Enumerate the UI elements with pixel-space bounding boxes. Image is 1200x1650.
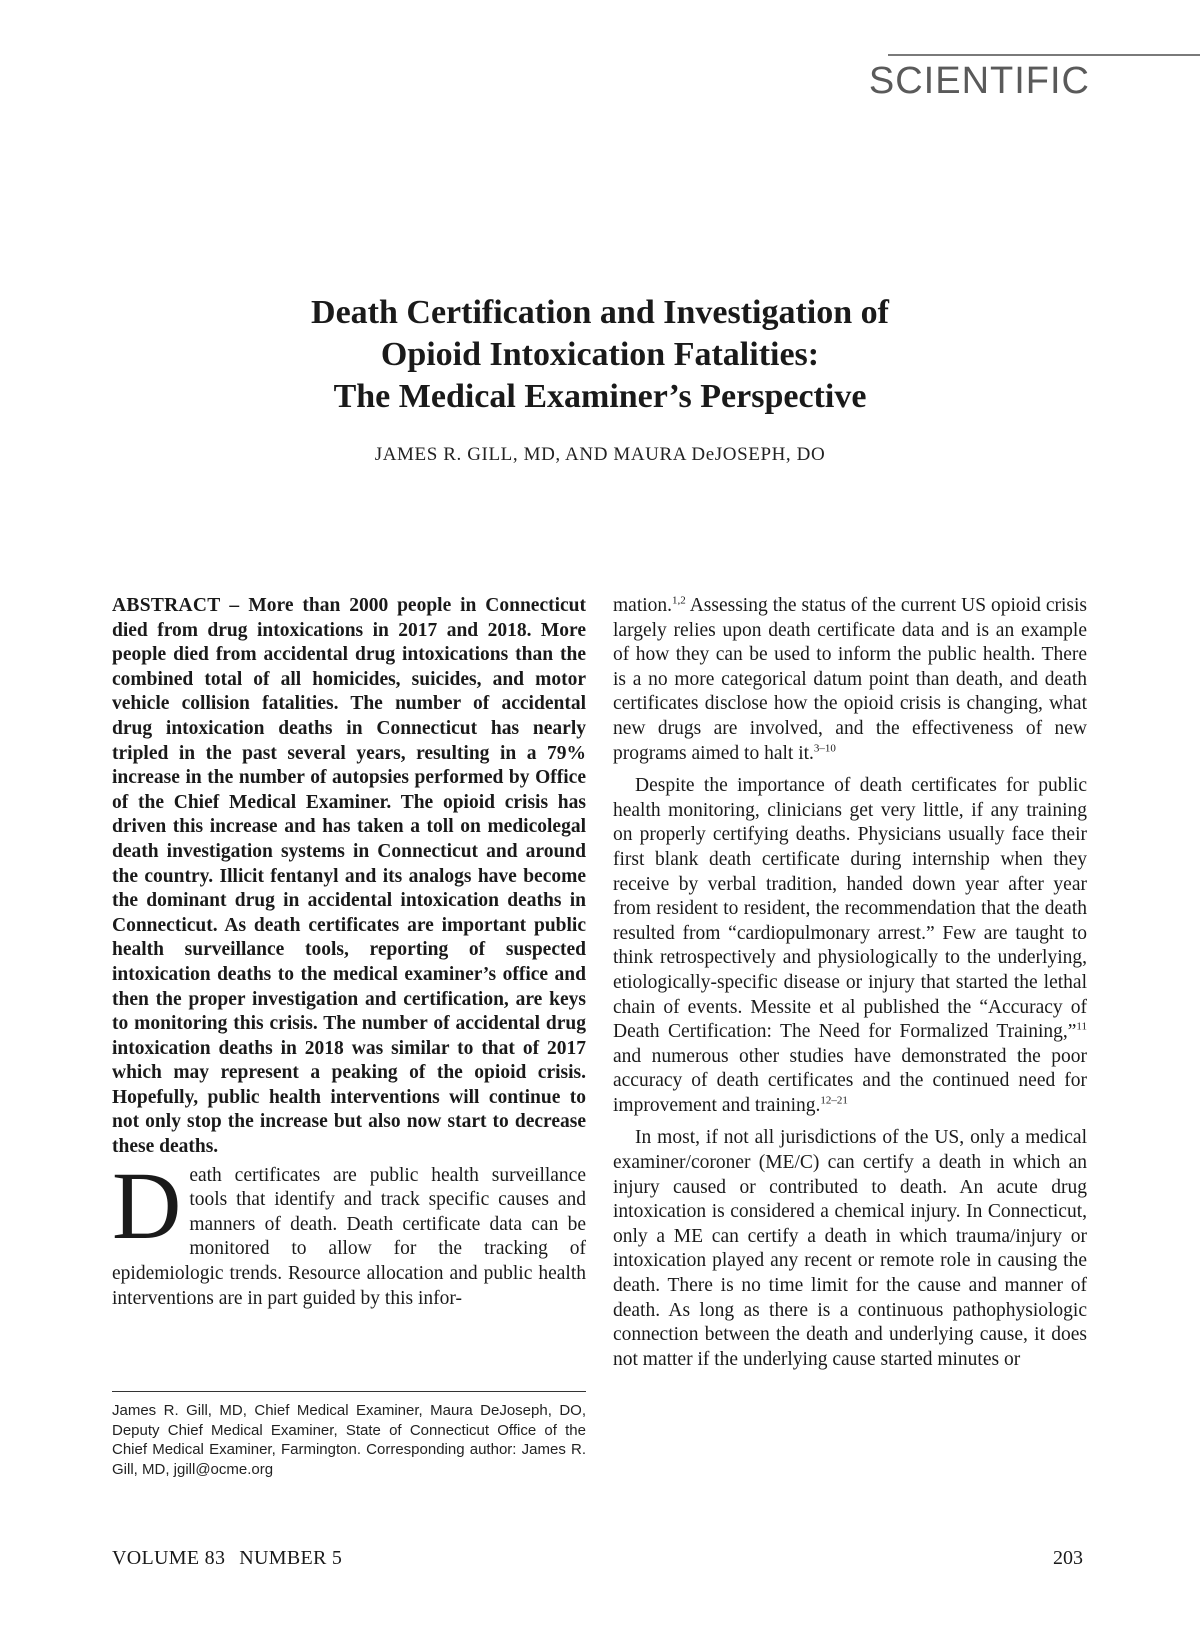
volume-label: VOLUME 83 (112, 1547, 226, 1569)
author-affiliation-footnote: James R. Gill, MD, Chief Medical Examiner, Maura DeJoseph, DO, Deputy Chief Medical Examiner, State of Connecticut Office of the Chief Medical Examiner, Farmington. Corresponding author: James R. Gill, MD, jgill@ocme.org (112, 1402, 586, 1478)
p2-text: Despite the importance of death certificates for public health monitoring, clinicians get very little, if any training on properly certifying deaths. Physicians usually face their first blank death certificate during internship when they receive by verbal tradition, handed down year after year from resident to resident, the recommendation that the death resulted from “cardiopulmonary arrest.” Few are taught to think retrospectively and physiologically to the underlying, etiologically-specific disease or injury that started the lethal chain of events. Messite et al published the “Accuracy of Death Certification: The Need for Formalized Training,” (613, 775, 1087, 1043)
page-number: 203 (1053, 1547, 1083, 1569)
drop-cap: D (112, 1151, 182, 1259)
abstract (112, 594, 586, 1160)
citation-ref: 11 (1076, 1020, 1087, 1033)
body-paragraph-2 (613, 774, 1087, 1118)
abstract-label: ABSTRACT – (112, 595, 240, 616)
body-paragraph-3: In most, if not all jurisdictions of the US, only a medical examiner/coroner (ME/C) can certify a death in which an injury caused or contributed to death. An acute drug intoxication is considered a chemical injury. In Connecticut, only a ME can certify a death in which trauma/injury or intoxication played any recent or remote role in causing the death. There is no time limit for the cause and manner of death. As long as there is a continuous pathophysiologic connection between the death and underlying cause, it does not matter if the underlying cause started minutes or (613, 1127, 1087, 1370)
p2-cont: and numerous other studies have demonstrated the poor accuracy of death certificates and the continued need for improvement and training. (613, 1045, 1087, 1116)
title-line-1: Death Certification and Investigation of (311, 294, 889, 331)
citation-ref: 1,2 (672, 594, 686, 607)
right-column (613, 594, 1087, 1380)
abstract-text: More than 2000 people in Connecticut died from drug intoxications in 2017 and 2018. More people died from accidental drug intoxications than the combined total of all homicides, suicides, and motor vehicle collision fatalities. The number of accidental drug intoxication deaths in Connecticut has nearly tripled in the past several years, resulting in a 79% increase in the number of autopsies performed by Office of the Chief Medical Examiner. The opioid crisis has driven this increase and has taken a toll on medicolegal death investigation systems in Connecticut and around the country. Illicit fentanyl and its analogs have become the dominant drug in accidental intoxication deaths in Connecticut. As death certificates are important public health surveillance tools, reporting of suspected intoxication deaths to the medical examiner’s office and then the proper investigation and certification, are keys to monitoring this crisis. The number of accidental drug intoxication deaths in 2018 was similar to that of 2017 which may represent a peaking of the opioid crisis. Hopefully, public health interventions will continue to not only stop the increase but also now start to decrease these deaths. (112, 595, 587, 1158)
title-line-3: The Medical Examiner’s Perspective (333, 378, 867, 415)
footnote-rule (112, 1391, 586, 1392)
author-byline: JAMES R. GILL, MD, AND MAURA DeJOSEPH, DO (374, 444, 826, 465)
article-title (150, 292, 1050, 418)
number-label: NUMBER 5 (239, 1547, 343, 1569)
citation-ref: 12–21 (820, 1094, 848, 1107)
section-rule (888, 54, 1200, 56)
body-paragraph-1 (613, 594, 1087, 766)
article-header (150, 292, 1050, 466)
p1-cont: Assessing the status of the current US opioid crisis largely relies upon death certificate data and is an example of how they can be used to inform the public health. There is a no more categorical datum point than death, and death certificates disclose how the opioid crisis is changing, what new drugs are involved, and the effectiveness of new programs aimed to halt it. (613, 595, 1087, 764)
intro-text: eath certificates are public health surveillance tools that identify and track specific causes and manners of death. Death certificate data can be monitored to allow for the tracking of epidemiologic trends. Resource allocation and public health interventions are in part guided by this infor- (112, 1164, 586, 1309)
left-column (112, 594, 586, 1311)
running-footer (112, 1547, 356, 1570)
title-line-2: Opioid Intoxication Fatalities: (380, 336, 820, 373)
citation-ref: 3–10 (813, 742, 836, 755)
p1-text: mation. (613, 595, 673, 616)
section-label: SCIENTIFIC (868, 60, 1090, 102)
intro-paragraph (112, 1151, 586, 1312)
